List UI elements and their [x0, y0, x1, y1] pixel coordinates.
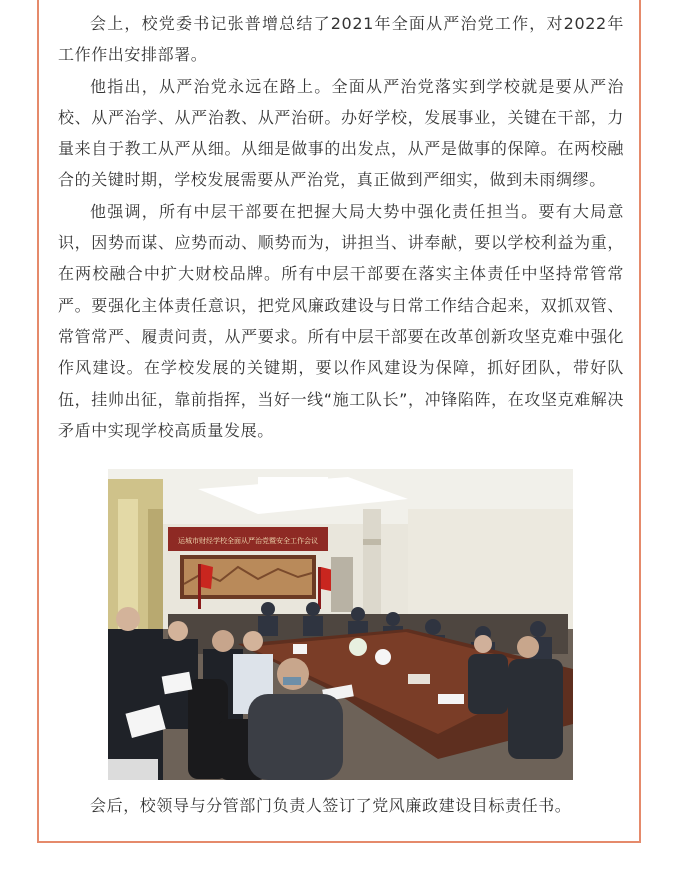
paragraph-summary: 会上，校党委书记张普增总结了2021年全面从严治党工作，对2022年工作作出安排部署。	[58, 14, 624, 65]
paragraph-emphasized: 他强调，所有中层干部要在把握大局大势中强化责任担当。要有大局意识，因势而谋、应势而动、顺势而为，讲担当、讲奉献，要以学校利益为重，在两校融合中扩大财校品牌。所有中层干部要在落实主体责任中坚持常管常严。要强化主体责任意识，把党风廉政建设与日常工作结合起来，双抓双管、常管常严、履责问责，从严要求。所有中层干部要在改革创新攻坚克难中强化作风建设。在学校发展的关键期，要以作风建设为保障，抓好团队，带好队伍，挂帅出征，靠前指挥，当好一线“施工队长”，冲锋陷阵，在攻坚克难解决矛盾中实现学校高质量发展。	[58, 201, 624, 440]
photo-banner-text: 运城市财经学校全面从严治党暨安全工作会议	[178, 537, 318, 545]
paragraph-pointed-out: 他指出，从严治党永远在路上。全面从严治党落实到学校就是要从严治校、从严治学、从严治教、从严治研。办好学校，发展事业，关键在干部，力量来自于教工从严从细。从细是做事的出发点，从严是做事的保障。在两校融合的关键时期，学校发展需要从严治党，真正做到严细实，做到未雨绸缪。	[58, 76, 624, 190]
meeting-photo	[108, 469, 573, 780]
article-body	[58, 8, 624, 446]
photo-caption: 会后，校领导与分管部门负责人签订了党风廉政建设目标责任书。	[90, 796, 572, 815]
